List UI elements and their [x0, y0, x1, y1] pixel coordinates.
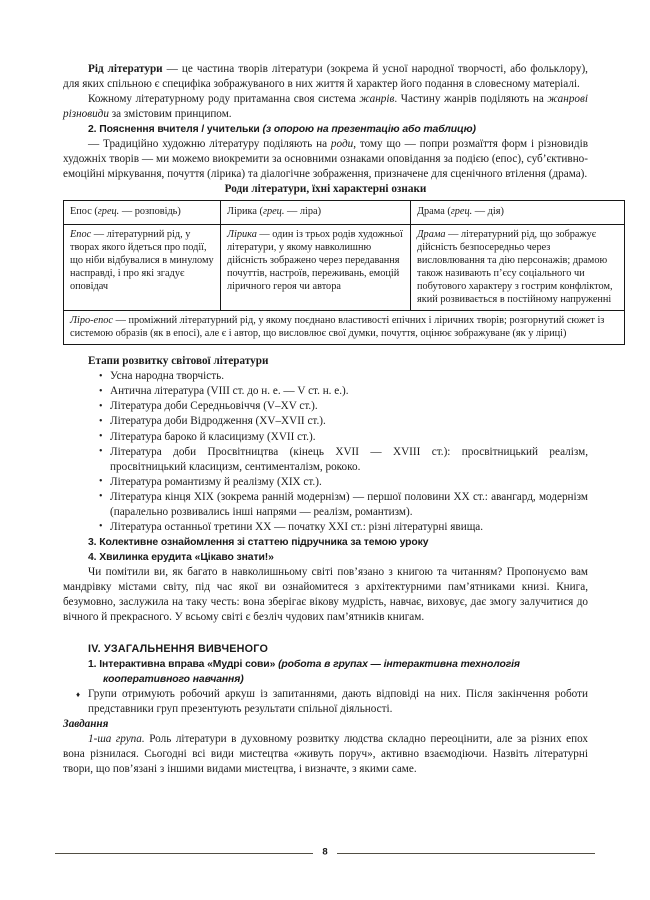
section-2-heading-italic: (з опорою на презентацію або таблицю): [262, 124, 476, 136]
section-iv-bullet-list: [63, 687, 588, 717]
table-cell-liro-epos: [64, 311, 625, 345]
group-1-label: 1-ша група.: [88, 733, 145, 746]
page-number: 8: [322, 846, 328, 858]
section-4-heading: 4. Хвилинка ерудита «Цікаво знати!»: [88, 551, 274, 563]
table-cell-liro-epos-term: Ліро-епос: [70, 315, 113, 327]
list-item: • Література доби Середньовіччя (V–XV ст.).: [63, 399, 588, 414]
intro-paragraph-1: [63, 62, 588, 92]
page-content: [63, 62, 613, 778]
table-header-drama: [411, 201, 625, 224]
table-cell-drama-body: — літературний рід, що зображує дійсність безпосередньо через висловлювання та дію персонажів; драмою також називають п’єсу соціального чи побутового характеру з гострим конфліктом, який розвивається в постійному напруженні: [417, 228, 613, 305]
zavdannya-label: Завдання: [63, 718, 109, 731]
section-2-para-b: , тому що — попри розмаїття форм і різновидів художніх творів — ми можемо виокремити за основними ознаками оповідання за подією (епос), суб’єктивно-емоційні міркування, почуття (лірика) та діалогічне зображення, призначене для сценічного втілення (драма).: [63, 138, 588, 181]
section-2-heading: [63, 122, 588, 137]
section-4-paragraph: Чи помітили ви, як багато в навколишньому світі пов’язано з книгою та читанням? Пропонуємо вам мандрівку містами світу, під час якої ви ознайомитеся з архітектурними пам’ятниками книзі. Книга, безумовно, заслужила на таку честь: вона зберігає вікову мудрість, навчає, виховує, дає змогу залучитися до вічного й прекрасного. У всьому світі є безліч чудових пам’ятників книгам.: [63, 565, 588, 624]
intro-p2-italic-2: жанрові різновиди: [63, 93, 588, 121]
stages-title: Етапи розвитку світової літератури: [88, 355, 269, 368]
table-header-drama-rest: — дія): [472, 206, 504, 218]
table-cell-liro-epos-body: — проміжний літературний рід, у якому поєднано властивості епічних і ліричних творів; розгорнутий сюжет із системою образів (як в епосі), але є і автор, що висловлює свої думки, почуття, оцінює зображуване (як у ліриці): [70, 315, 605, 340]
group-1-text: Роль літератури в духовному розвитку людства складно переоцінити, але за різних епох вона різнилася. Сьогодні всі види мистецтва «живуть поруч», активно взаємодіючи. Назвіть літературні твори, що пов’язані з іншими видами мистецтва, і визначте, з якими саме.: [63, 733, 588, 776]
table-header-drama-italic: грец.: [450, 206, 473, 218]
page-footer: [55, 845, 595, 861]
footer-rule-left: [55, 853, 313, 854]
list-item: • Література кінця XIX (зокрема ранній модернізм) — першої половини XX ст.: авангард, модернізм (паралельно розвивались інші напрями — реалізм, романтизм).: [63, 490, 588, 520]
table-header-liryka-rest: — ліра): [284, 206, 321, 218]
table-header-row: [64, 201, 625, 224]
stages-list: [63, 369, 588, 535]
intro-p2-italic-1: жанрів: [359, 93, 395, 106]
table-cell-drama-term: Драма: [417, 228, 446, 240]
section-iv-item-1-continued: [63, 672, 588, 687]
section-iv-item-1-italic: (робота в групах — інтерактивна технологія: [278, 659, 520, 671]
section-2-para-a: — Традиційно художню літературу поділяють на: [88, 138, 331, 151]
table-caption: Роди літератури, їхні характерні ознаки: [224, 183, 427, 196]
table-body-row: [64, 224, 625, 311]
intro-p2-b: . Частину жанрів поділяють на: [394, 93, 548, 106]
literature-kinds-table: [63, 200, 625, 345]
section-iv-heading: IV. УЗАГАЛЬНЕННЯ ВИВЧЕНОГО: [88, 643, 269, 656]
section-iv-item-1-italic-cont: кооперативного навчання): [103, 674, 244, 686]
intro-p2-a: Кожному літературному роду притаманна своя система: [88, 93, 360, 106]
section-2-number-label: 2. Пояснення вчителя / учительки: [88, 124, 263, 136]
intro-term: Рід літератури: [88, 63, 163, 75]
list-item: • Антична література (VIII ст. до н. е. — V ст. н. е.).: [63, 384, 588, 399]
table-cell-epos-term: Епос: [70, 228, 92, 240]
table-header-liryka-term: Лірика (: [227, 206, 263, 218]
section-2-para-italic: роди: [330, 138, 354, 151]
table-cell-liryka-body: — один із трьох родів художньої літератури, у якому навколишню дійсність зображено через передавання почуттів, настроїв, переживань, емоцій ліричного героя чи автора: [227, 228, 403, 292]
section-2-paragraph: [63, 137, 588, 182]
section-3-heading: 3. Колективне ознайомлення зі статтею підручника за темою уроку: [88, 536, 429, 548]
footer-rule-right: [337, 853, 595, 854]
intro-p2-c: за змістовим принципом.: [108, 108, 232, 121]
list-item: • Література романтизму й реалізму (XIX ст.).: [63, 475, 588, 490]
table-header-drama-term: Драма (: [417, 206, 451, 218]
intro-paragraph-1-rest: — це частина творів літератури (зокрема й усної народної творчості, або фольклору), для яких спільною є специфіка зображуваного в них життя й характер його подання в словесному матеріалі.: [63, 63, 588, 91]
table-cell-liryka-term: Лірика: [227, 228, 257, 240]
table-cell-drama: [411, 224, 625, 311]
list-item: ♦ Групи отримують робочий аркуш із запитаннями, дають відповіді на них. Після закінчення роботи представники груп презентують результати спільної діяльності.: [63, 687, 588, 717]
list-item: • Література доби Відродження (XV–XVII ст.).: [63, 414, 588, 429]
section-spacer: [63, 625, 588, 642]
list-item: • Література доби Просвітництва (кінець XVII — XVIII ст.): просвітницький реалізм, просвітницький класицизм, сентименталізм, рококо.: [63, 445, 588, 475]
list-item: • Література бароко й класицизму (XVII ст.).: [63, 430, 588, 445]
section-iv-item-1-plain: 1. Інтерактивна вправа «Мудрі сови»: [88, 659, 279, 671]
list-item: • Усна народна творчість.: [63, 369, 588, 384]
table-header-epos-term: Епос (: [70, 206, 98, 218]
table-header-liryka-italic: грец.: [262, 206, 285, 218]
group-1-paragraph: [63, 732, 588, 777]
table-header-epos-rest: — розповідь): [119, 206, 181, 218]
table-cell-epos-body: — літературний рід, у творах якого йдеться про події, що ніби відбувалися в минулому насправді, і про які згадує оповідач: [70, 228, 214, 292]
intro-paragraph-2: [63, 92, 588, 122]
list-item: • Література останньої третини XX — початку XXI ст.: різні літературні явища.: [63, 520, 588, 535]
table-cell-liryka: [221, 224, 411, 311]
table-header-epos: [64, 201, 221, 224]
table-full-row: [64, 311, 625, 345]
section-iv-item-1: [63, 657, 588, 672]
table-cell-epos: [64, 224, 221, 311]
table-header-epos-italic: грец.: [97, 206, 120, 218]
table-header-liryka: [221, 201, 411, 224]
